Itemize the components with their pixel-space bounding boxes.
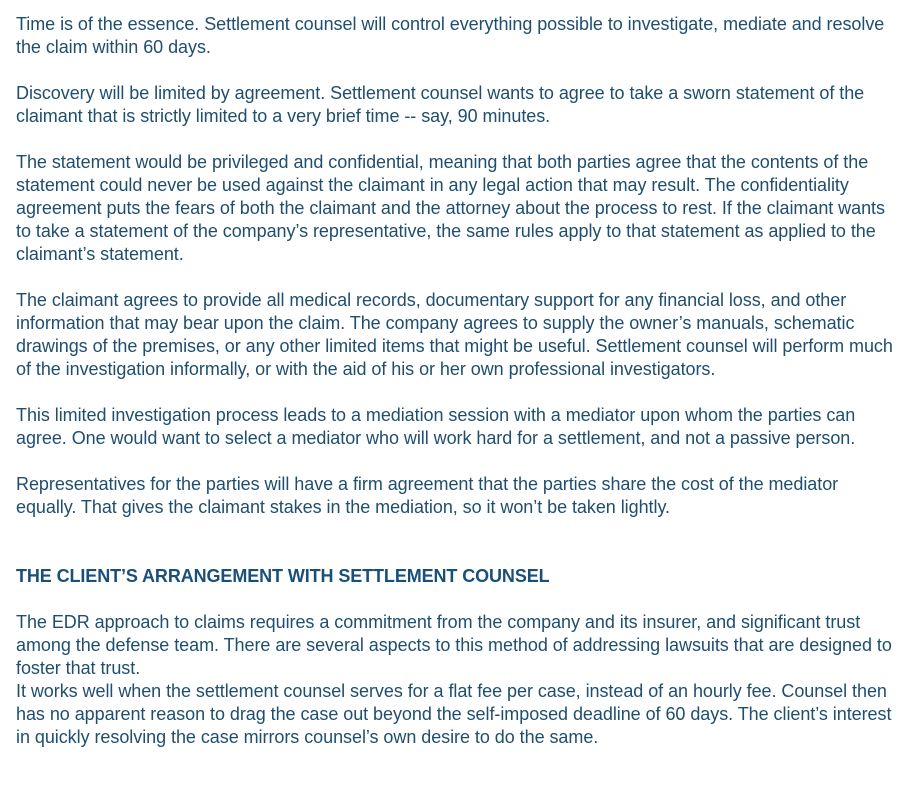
paragraph-edr-approach: The EDR approach to claims requires a commitment from the company and its insurer, and significant trust among the defense team. There are several aspects to this method of addressing lawsuits that are designed to foster that trust.: [16, 612, 892, 678]
document-body: [16, 13, 896, 749]
paragraph-mediator-cost: Representatives for the parties will have a firm agreement that the parties share the cost of the mediator equally. That gives the claimant stakes in the mediation, so it won’t be taken lightly.: [16, 474, 839, 517]
paragraph-discovery: Discovery will be limited by agreement. Settlement counsel wants to agree to take a sworn statement of the claimant that is strictly limited to a very brief time -- say, 90 minutes.: [16, 83, 865, 126]
paragraph-mediation-session: This limited investigation process leads to a mediation session with a mediator upon whom the parties can agree. One would want to select a mediator who will work hard for a settlement, and not a passive person.: [16, 405, 856, 448]
paragraph-records: The claimant agrees to provide all medical records, documentary support for any financial loss, and other information that may bear upon the claim. The company agrees to supply the owner’s manuals, schematic drawings of the premises, or any other limited items that might be useful. Settlement counsel will perform much of the investigation informally, or with the aid of his or her own professional investigators.: [16, 290, 893, 379]
section-heading: THE CLIENT’S ARRANGEMENT WITH SETTLEMENT COUNSEL: [16, 566, 550, 586]
paragraph-time-essence: Time is of the essence. Settlement counsel will control everything possible to investigate, mediate and resolve the claim within 60 days.: [16, 14, 885, 57]
paragraph-flat-fee: It works well when the settlement counsel serves for a flat fee per case, instead of an hourly fee. Counsel then has no apparent reason to drag the case out beyond the self-imposed deadline of 60 days. The client’s interest in quickly resolving the case mirrors counsel’s own desire to do the same.: [16, 681, 892, 747]
paragraph-privileged-statement: The statement would be privileged and confidential, meaning that both parties agree that the contents of the statement could never be used against the claimant in any legal action that may result. The confidentiality agreement puts the fears of both the claimant and the attorney about the process to rest. If the claimant wants to take a statement of the company’s representative, the same rules apply to that statement as applied to the claimant’s statement.: [16, 152, 885, 264]
